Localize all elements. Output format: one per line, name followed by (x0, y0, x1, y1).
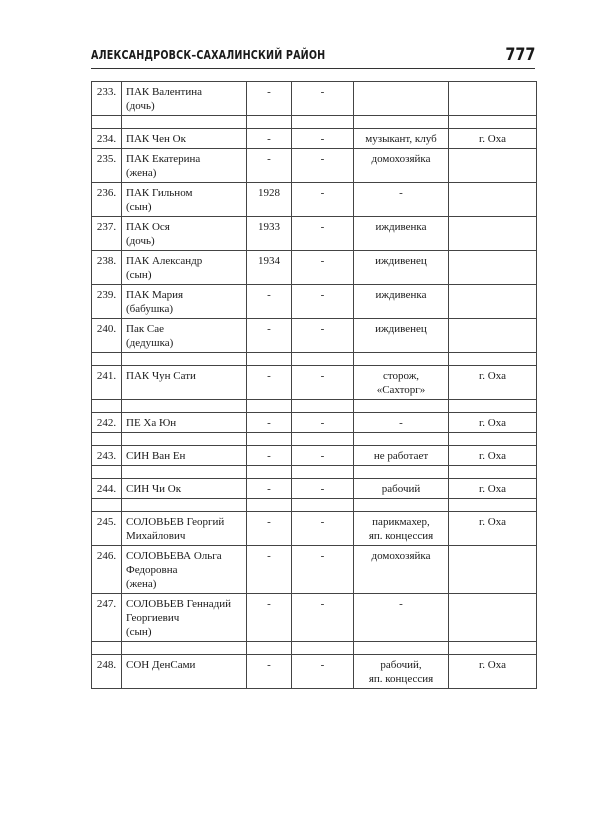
table-row (92, 512, 537, 546)
column-3-cell (292, 319, 354, 353)
spacer-cell (92, 433, 122, 446)
row-number: 244. (96, 483, 117, 495)
page-number: 777 (504, 45, 535, 65)
person-name: СОЛОВЬЕВ Геннадий (126, 598, 232, 610)
place-cell (449, 183, 537, 217)
occupation: сторож, (382, 370, 420, 382)
row-number: 245. (96, 516, 117, 528)
spacer-cell (92, 642, 122, 655)
birth-year: 1928 (258, 187, 280, 199)
occupation-cell (354, 446, 449, 466)
column-3-value: - (320, 417, 325, 429)
spacer-cell (354, 433, 449, 446)
spacer-cell (449, 353, 537, 366)
spacer-cell (92, 466, 122, 479)
spacer-cell (354, 116, 449, 129)
spacer-cell (449, 116, 537, 129)
table-row (92, 546, 537, 594)
birth-year-cell (247, 413, 292, 433)
place-cell (449, 655, 537, 689)
row-number: 240. (96, 323, 117, 335)
person-name: ПАК Александр (126, 255, 203, 267)
row-number-cell (92, 413, 122, 433)
spacer-cell (247, 642, 292, 655)
occupation-cell (354, 217, 449, 251)
birth-year: - (267, 153, 271, 165)
person-name-detail: Георгиевич (126, 612, 180, 624)
occupation: музыкант, клуб (365, 133, 437, 145)
spacer-row (92, 433, 537, 446)
spacer-cell (292, 116, 354, 129)
birth-year-cell (247, 479, 292, 499)
spacer-cell (122, 466, 247, 479)
person-name: ПАК Екатерина (126, 153, 201, 165)
occupation: иждивенец (375, 255, 427, 267)
occupation: не работает (373, 450, 429, 462)
table-row (92, 217, 537, 251)
spacer-cell (354, 466, 449, 479)
birth-year-cell (247, 319, 292, 353)
row-number: 239. (96, 289, 117, 301)
place-cell (449, 446, 537, 466)
occupation: парикмахер, (372, 516, 430, 528)
occupation-detail: яп. концессия (368, 530, 434, 542)
column-3-cell (292, 149, 354, 183)
place-cell (449, 479, 537, 499)
person-name-cell (122, 594, 247, 642)
table-row (92, 655, 537, 689)
spacer-cell (92, 400, 122, 413)
place: г. Оха (479, 133, 506, 145)
occupation-cell (354, 366, 449, 400)
row-number-cell (92, 446, 122, 466)
person-name-cell (122, 479, 247, 499)
occupation: домохозяйка (371, 153, 431, 165)
column-3-cell (292, 413, 354, 433)
birth-year: - (267, 450, 271, 462)
row-number-cell (92, 512, 122, 546)
table-row (92, 149, 537, 183)
row-number-cell (92, 251, 122, 285)
birth-year: 1934 (258, 255, 280, 267)
person-name: ПАК Мария (126, 289, 184, 301)
person-name: ПАК Ося (126, 221, 170, 233)
occupation: иждивенка (375, 289, 427, 301)
place: г. Оха (479, 450, 506, 462)
column-3-cell (292, 479, 354, 499)
spacer-cell (449, 642, 537, 655)
row-number: 233. (96, 86, 117, 98)
row-number: 235. (96, 153, 117, 165)
occupation-cell (354, 251, 449, 285)
row-number: 237. (96, 221, 117, 233)
spacer-cell (247, 400, 292, 413)
person-name-cell (122, 149, 247, 183)
spacer-cell (247, 116, 292, 129)
person-name: ПАК Валентина (126, 86, 203, 98)
person-name: СИН Ван Ен (126, 450, 186, 462)
spacer-cell (92, 353, 122, 366)
column-3-value: - (320, 221, 325, 233)
row-number-cell (92, 655, 122, 689)
spacer-row (92, 499, 537, 512)
birth-year: - (267, 550, 271, 562)
person-name-detail: (жена) (126, 167, 157, 179)
column-3-value: - (320, 323, 325, 335)
occupation-cell (354, 655, 449, 689)
birth-year-cell (247, 183, 292, 217)
person-name: СОЛОВЬЕВА Ольга (126, 550, 222, 562)
birth-year-cell (247, 149, 292, 183)
birth-year: - (267, 370, 271, 382)
column-3-value: - (320, 255, 325, 267)
place-cell (449, 413, 537, 433)
place-cell (449, 217, 537, 251)
column-3-cell (292, 183, 354, 217)
row-number: 241. (96, 370, 117, 382)
spacer-cell (122, 116, 247, 129)
spacer-cell (292, 433, 354, 446)
occupation-cell (354, 129, 449, 149)
person-name-cell (122, 512, 247, 546)
row-number: 242. (96, 417, 117, 429)
person-name-detail: (дедушка) (126, 337, 174, 349)
occupation: домохозяйка (371, 550, 431, 562)
column-3-cell (292, 446, 354, 466)
row-number-cell (92, 594, 122, 642)
place-cell (449, 285, 537, 319)
spacer-cell (292, 642, 354, 655)
spacer-cell (292, 466, 354, 479)
birth-year: - (267, 659, 271, 671)
spacer-cell (122, 499, 247, 512)
birth-year-cell (247, 446, 292, 466)
row-number-cell (92, 319, 122, 353)
place: г. Оха (479, 483, 506, 495)
spacer-cell (449, 400, 537, 413)
person-name: ПАК Чен Ок (126, 133, 186, 145)
person-name-cell (122, 546, 247, 594)
running-title: АЛЕКСАНДРОВСК–САХАЛИНСКИЙ РАЙОН (91, 48, 326, 62)
person-name-detail: (дочь) (126, 235, 155, 247)
column-3-value: - (320, 289, 325, 301)
person-name-detail: Федоровна (126, 564, 178, 576)
spacer-cell (354, 642, 449, 655)
place-cell (449, 251, 537, 285)
spacer-cell (92, 116, 122, 129)
birth-year-cell (247, 251, 292, 285)
occupation: иждивенка (375, 221, 427, 233)
person-relation: (сын) (126, 626, 152, 638)
person-name-cell (122, 319, 247, 353)
table-row (92, 446, 537, 466)
row-number-cell (92, 217, 122, 251)
person-name: ПЕ Ха Юн (126, 417, 177, 429)
person-name: СОЛОВЬЕВ Георгий (126, 516, 225, 528)
row-number: 234. (96, 133, 117, 145)
spacer-row (92, 116, 537, 129)
place: г. Оха (479, 370, 506, 382)
place: г. Оха (479, 417, 506, 429)
table-row (92, 251, 537, 285)
spacer-cell (354, 499, 449, 512)
spacer-cell (354, 353, 449, 366)
row-number: 246. (96, 550, 117, 562)
person-name-cell (122, 82, 247, 116)
person-name: СОН ДенСами (126, 659, 196, 671)
birth-year-cell (247, 129, 292, 149)
spacer-cell (247, 433, 292, 446)
birth-year: - (267, 133, 271, 145)
person-name-cell (122, 655, 247, 689)
person-name-detail: Михайлович (126, 530, 186, 542)
occupation-cell (354, 546, 449, 594)
place-cell (449, 366, 537, 400)
spacer-cell (122, 400, 247, 413)
person-name-cell (122, 183, 247, 217)
occupation-cell (354, 479, 449, 499)
column-3-cell (292, 82, 354, 116)
row-number: 248. (96, 659, 117, 671)
row-number-cell (92, 479, 122, 499)
occupation-detail: «Сахторг» (376, 384, 426, 396)
column-3-cell (292, 594, 354, 642)
person-name-cell (122, 446, 247, 466)
spacer-cell (247, 466, 292, 479)
place-cell (449, 129, 537, 149)
table-row (92, 285, 537, 319)
occupation-cell (354, 183, 449, 217)
person-name-detail: (сын) (126, 201, 152, 213)
place-cell (449, 149, 537, 183)
spacer-row (92, 400, 537, 413)
person-name-cell (122, 366, 247, 400)
table-row (92, 413, 537, 433)
occupation: - (399, 598, 403, 610)
person-name-cell (122, 285, 247, 319)
column-3-value: - (320, 598, 325, 610)
column-3-cell (292, 546, 354, 594)
spacer-cell (92, 499, 122, 512)
column-3-value: - (320, 483, 325, 495)
occupation-cell (354, 319, 449, 353)
row-number: 238. (96, 255, 117, 267)
column-3-value: - (320, 450, 325, 462)
table-row (92, 479, 537, 499)
person-name-cell (122, 129, 247, 149)
table-row (92, 366, 537, 400)
column-3-value: - (320, 516, 325, 528)
birth-year: - (267, 86, 271, 98)
row-number: 243. (96, 450, 117, 462)
occupation-cell (354, 285, 449, 319)
place-cell (449, 512, 537, 546)
spacer-cell (354, 400, 449, 413)
occupation: рабочий (381, 483, 421, 495)
column-3-cell (292, 366, 354, 400)
column-3-value: - (320, 550, 325, 562)
occupation: рабочий, (380, 659, 422, 671)
person-name: ПАК Чун Сати (126, 370, 196, 382)
column-3-cell (292, 251, 354, 285)
column-3-value: - (320, 86, 325, 98)
column-3-value: - (320, 370, 325, 382)
birth-year-cell (247, 217, 292, 251)
birth-year: - (267, 516, 271, 528)
table-body (92, 82, 537, 689)
column-3-value: - (320, 133, 325, 145)
place: г. Оха (479, 516, 506, 528)
birth-year: 1933 (258, 221, 280, 233)
spacer-cell (449, 499, 537, 512)
person-name: Пак Сае (126, 323, 165, 335)
person-name-cell (122, 217, 247, 251)
row-number-cell (92, 129, 122, 149)
row-number: 247. (96, 598, 117, 610)
birth-year-cell (247, 546, 292, 594)
occupation-cell (354, 413, 449, 433)
birth-year-cell (247, 285, 292, 319)
table-row (92, 129, 537, 149)
column-3-value: - (320, 187, 325, 199)
column-3-cell (292, 217, 354, 251)
occupation-cell (354, 82, 449, 116)
row-number-cell (92, 546, 122, 594)
spacer-cell (122, 353, 247, 366)
column-3-cell (292, 512, 354, 546)
birth-year-cell (247, 512, 292, 546)
person-name-cell (122, 251, 247, 285)
spacer-row (92, 642, 537, 655)
page-header (91, 38, 535, 69)
person-name: ПАК Гильном (126, 187, 193, 199)
spacer-cell (122, 433, 247, 446)
occupation: иждивенец (375, 323, 427, 335)
table-row (92, 319, 537, 353)
birth-year-cell (247, 366, 292, 400)
row-number-cell (92, 149, 122, 183)
person-name-detail: (бабушка) (126, 303, 174, 315)
occupation-cell (354, 594, 449, 642)
occupation-detail: яп. концессия (368, 673, 434, 685)
table-row (92, 183, 537, 217)
birth-year: - (267, 323, 271, 335)
table-row (92, 82, 537, 116)
column-3-value: - (320, 153, 325, 165)
spacer-cell (449, 466, 537, 479)
birth-year: - (267, 289, 271, 301)
row-number: 236. (96, 187, 117, 199)
spacer-row (92, 466, 537, 479)
table-row (92, 594, 537, 642)
place-cell (449, 319, 537, 353)
birth-year: - (267, 417, 271, 429)
birth-year-cell (247, 82, 292, 116)
column-3-cell (292, 655, 354, 689)
row-number-cell (92, 183, 122, 217)
occupation: - (399, 417, 403, 429)
occupation-cell (354, 512, 449, 546)
birth-year: - (267, 483, 271, 495)
occupation: - (399, 187, 403, 199)
column-3-value: - (320, 659, 325, 671)
spacer-cell (247, 353, 292, 366)
spacer-cell (292, 499, 354, 512)
person-name-detail: (дочь) (126, 100, 155, 112)
person-name: СИН Чи Ок (126, 483, 182, 495)
spacer-cell (247, 499, 292, 512)
place: г. Оха (479, 659, 506, 671)
row-number-cell (92, 366, 122, 400)
place-cell (449, 594, 537, 642)
spacer-row (92, 353, 537, 366)
person-name-cell (122, 413, 247, 433)
column-3-cell (292, 129, 354, 149)
spacer-cell (449, 433, 537, 446)
occupation-cell (354, 149, 449, 183)
person-relation: (жена) (126, 578, 157, 590)
birth-year-cell (247, 594, 292, 642)
persons-table (91, 81, 537, 689)
row-number-cell (92, 82, 122, 116)
spacer-cell (292, 353, 354, 366)
spacer-cell (122, 642, 247, 655)
person-name-detail: (сын) (126, 269, 152, 281)
column-3-cell (292, 285, 354, 319)
spacer-cell (292, 400, 354, 413)
row-number-cell (92, 285, 122, 319)
place-cell (449, 82, 537, 116)
place-cell (449, 546, 537, 594)
birth-year-cell (247, 655, 292, 689)
birth-year: - (267, 598, 271, 610)
